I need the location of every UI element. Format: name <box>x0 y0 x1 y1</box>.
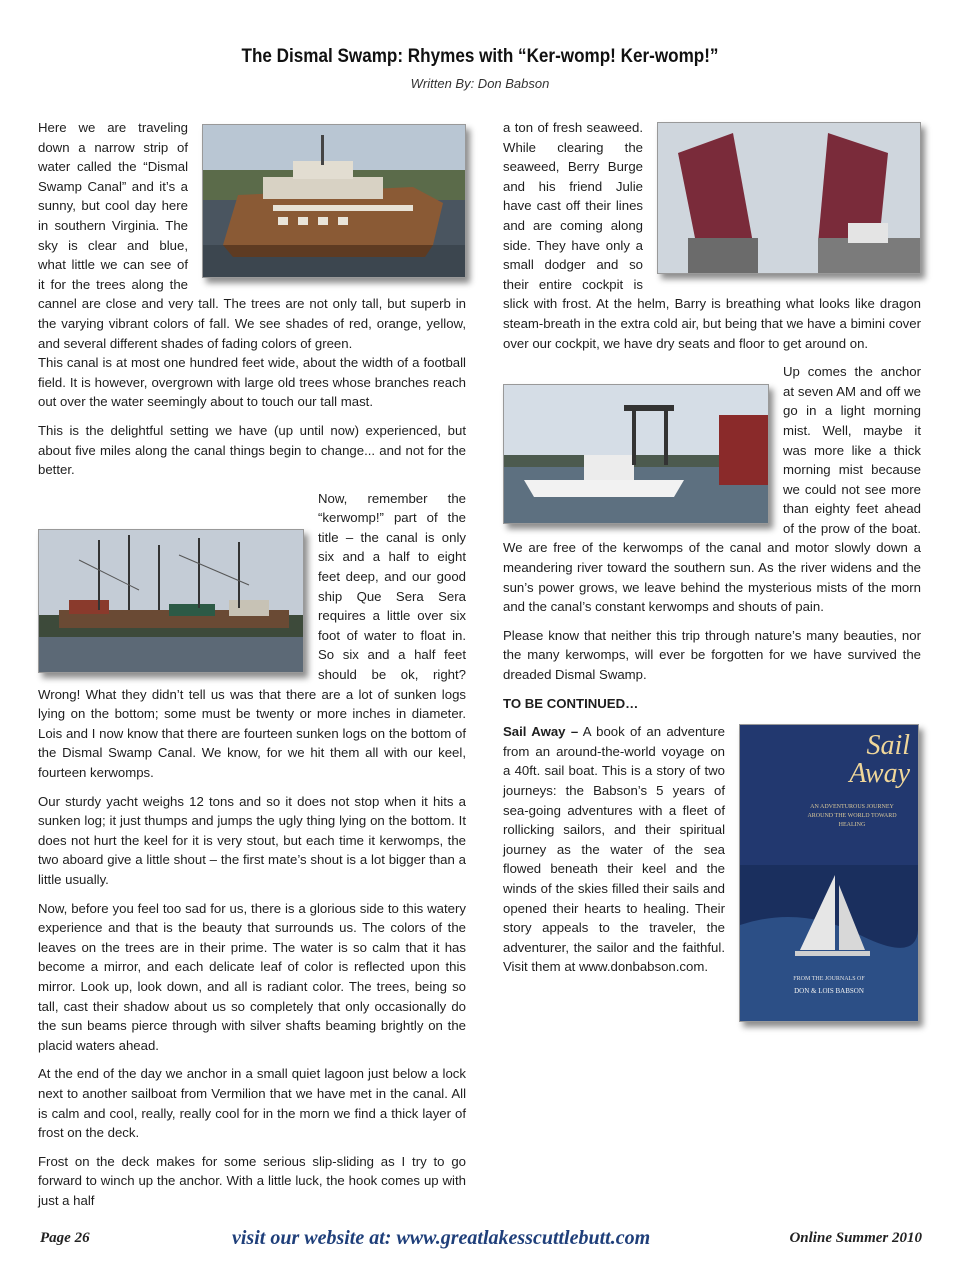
to-be-continued: TO BE CONTINUED… <box>503 695 639 711</box>
book-cover <box>739 724 919 1022</box>
left-paragraph-2: This is the delightful setting we have (up until now) experienced, but about five miles along the canal things begin to change... and not for the better. <box>38 422 466 478</box>
left-paragraph-1a: Here we are traveling down a narrow strip of water called the “Dismal Swamp Canal” and it’s a sunny, but cool day here in southern Virginia. The sky is clear and blue, what little we can see of it for the trees along the cannel are close and very tall. The trees are not only tall, but superb in the varying vibrant colors of fall. We see shades of red, orange, yellow, and several different shades of fading colors of green. <box>38 120 466 351</box>
article-title: The Dismal Swamp: Rhymes with “Ker-womp! Ker-womp!” <box>241 46 719 67</box>
book-subtitle: AN ADVENTUROUS JOURNEY AROUND THE WORLD TOWARD HEALING <box>807 804 897 829</box>
left-paragraph-3-text: Now, remember the “kerwomp!” part of the title – the canal is only six and a half to eight feet deep, and our good ship Que Sera Sera requires a little over six foot of water to float in. So six and a half feet should be ok, right? Wrong! What they didn’t tell us was that there are a lot of sunken logs lying on the bottom; some must be twenty or more inches in diameter. Lois and I now know that there are fourteen sunken logs on the bottom of the Dismal Swamp Canal. We know, for we hit them all with our keel, fourteen kerwomps. <box>38 490 466 780</box>
left-paragraph-1b: This canal is at most one hundred feet wide, about the width of a football field. It is however, overgrown with large old trees whose branches reach out over the water seemingly about to touch our tall mast. <box>38 355 466 410</box>
right-column <box>503 118 921 1026</box>
shrimp-boats-image <box>39 530 303 672</box>
photo-shrimp-boats <box>38 529 304 673</box>
book-title-line2: Away <box>849 758 910 790</box>
book-from-line: FROM THE JOURNALS OF <box>793 976 865 983</box>
left-paragraph-3 <box>38 489 466 783</box>
left-paragraph-4: Our sturdy yacht weighs 12 tons and so it does not stop when it hits a sunken log; it just thumps and jumps the ugly thing lying on the bottom. It does not hurt the keel for it is very stout, but each time it kerwomps, the two aboard give a little shout – the first mate’s shout is a lot bigger than a little usually. <box>38 793 466 887</box>
right-paragraph-2-text: Up comes the anchor at seven AM and off we go in a light morning mist. Well, maybe it was more like a thick morning mist because we could not see more than eighty feet ahead of the prow of the boat. We are free of the kerwomps of the canal and motor slowly down a meandering river toward the southern sun. As the river widens and the sun’s power grows, we leave behind the mysterious mists of the morn and the canal’s constant kerwomps and shouts of pain. <box>503 364 921 615</box>
photo-drawbridge <box>657 122 921 274</box>
edition-label: Online Summer 2010 <box>789 1230 922 1246</box>
book-label: Sail Away – <box>503 724 579 740</box>
right-paragraph-2 <box>503 362 921 617</box>
book-text: A book of an adventure from an around-the-world voyage on a 40ft. sail boat. This is a story of two journeys: the Babson’s 5 years of sea-going adventures with a fleet of rollicking sailors, and their spiritual journey as the water of the sea flowed beneath their keel and the winds of the skies filled their sails and opened their hearts to healing. Their story appeals to the traveler, the adventurer, the sailor and the faithful. Visit them at www.donbabson.com. <box>503 724 726 975</box>
article-byline: Written By: Don Babson <box>410 76 550 91</box>
left-paragraph-1 <box>38 118 466 353</box>
yacht-image <box>203 125 465 277</box>
book-blurb <box>503 722 921 996</box>
fishing-boat-image <box>504 385 768 523</box>
book-title-line1: Sail <box>866 730 910 762</box>
photo-fishing-boat <box>503 384 769 524</box>
right-paragraph-1-text: a ton of fresh seaweed. While clearing the seaweed, Berry Burge and his friend Julie have cast off their lines and are coming along side. They have only a small dodger and so their entire cockpit is slick with frost. At the helm, Barry is breathing what looks like dragon steam-breath in the extra cold air, but being that we have a bimini cover over our cockpit, we have dry seats and floor to get around on. <box>503 120 921 351</box>
right-paragraph-1 <box>503 118 921 353</box>
website-link[interactable]: visit our website at: www.greatlakesscuttlebutt.com <box>232 1227 651 1249</box>
left-paragraph-6: At the end of the day we anchor in a small quiet lagoon just below a lock next to another sailboat from Vermilion that we have met in the canal. All is calm and cool, really, really cool for in the morn we find a thick layer of frost on the deck. <box>38 1066 466 1141</box>
photo-yacht <box>202 124 466 278</box>
left-paragraph-7: Frost on the deck makes for some serious slip-sliding as I try to go forward to winch up the anchor. With a little luck, the hook comes up with just a half <box>38 1153 466 1208</box>
left-column <box>38 118 466 1219</box>
drawbridge-image <box>658 123 920 273</box>
book-authors: DON & LOIS BABSON <box>794 987 864 996</box>
right-paragraph-3: Please know that neither this trip through nature’s many beauties, nor the many kerwomps, will ever be forgotten for we have survived the dreaded Dismal Swamp. <box>503 627 921 683</box>
left-paragraph-5: Now, before you feel too sad for us, there is a glorious side to this watery experience and that is the beauty that surrounds us. The colors of the leaves on the trees are in their prime. The water is so calm that it has become a mirror, and each delicate leaf of color is reflected upon this mirror. Look up, look down, and all is radiant color. The trees, being so tall, cast their shadow about us so completely that only occasionally do the sun beams pierce through with silver shafts beaming brightly on the placid waters ahead. <box>38 900 466 1053</box>
page-number: Page 26 <box>40 1230 90 1246</box>
